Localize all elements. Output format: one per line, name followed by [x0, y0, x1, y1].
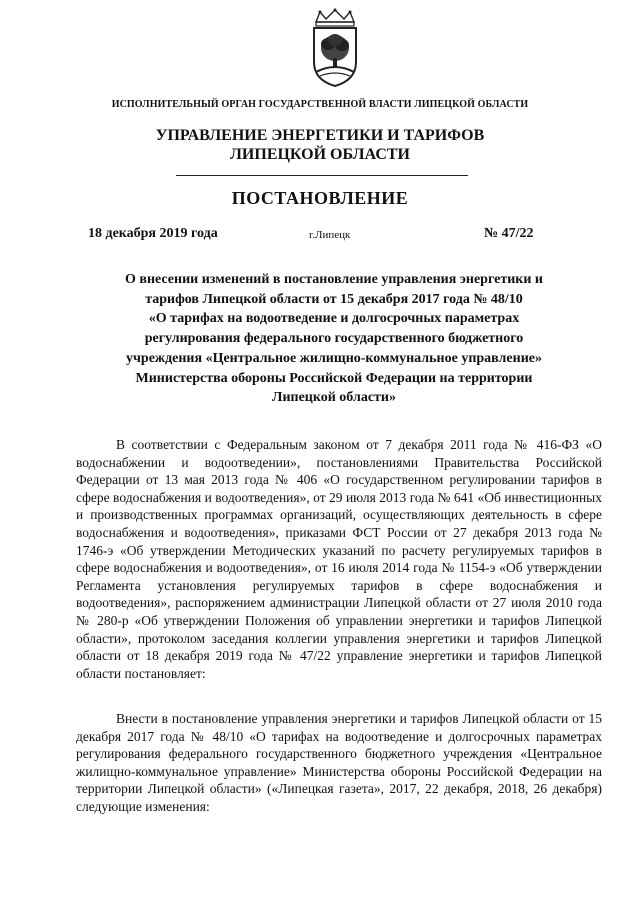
document-title [100, 270, 568, 408]
department-name [0, 126, 640, 164]
department-line-2: ЛИПЕЦКОЙ ОБЛАСТИ [230, 146, 410, 163]
title-line: Министерства обороны Российской Федерации на территории [135, 370, 533, 386]
document-date: 18 декабря 2019 года [88, 226, 218, 241]
department-line-1: УПРАВЛЕНИЕ ЭНЕРГЕТИКИ И ТАРИФОВ [155, 127, 485, 144]
issuing-authority: ИСПОЛНИТЕЛЬНЫЙ ОРГАН ГОСУДАРСТВЕННОЙ ВЛАСТИ ЛИПЕЦКОЙ ОБЛАСТИ [111, 99, 529, 110]
title-line: «О тарифах на водоотведение и долгосрочных параметрах [148, 311, 520, 327]
document-type: ПОСТАНОВЛЕНИЕ [231, 188, 409, 208]
title-line: учреждения «Центральное жилищно-коммунальное управление» [126, 350, 542, 366]
title-line: тарифов Липецкой области от 15 декабря 2017 года № 48/10 [145, 291, 523, 307]
document-city: г.Липецк [309, 229, 351, 241]
title-line: Липецкой области» [272, 390, 396, 406]
preamble-paragraph: В соответствии с Федеральным законом от 7 декабря 2011 года № 416-ФЗ «О водоснабжении и водоотведении», постановлениями Правительства Российской Федерации от 13 мая 2013 года № 406 «О государственном регулировании тарифов в сфере водоснабжения и водоотведения», от 29 июля 2013 года № 641 «Об инвестиционных и производственных программах организаций, осуществляющих деятельность в сфере водоснабжения и водоотведения», приказами ФСТ России от 27 декабря 2013 года № 1746-э «Об утверждении Методических указаний по расчету регулируемых тарифов в сфере водоснабжения и водоотведения», от 16 июля 2014 года № 1154-э «Об утверждении Регламента установления регулируемых тарифов в сфере водоснабжения и водоотведения», распоряжением администрации Липецкой области от 27 июля 2010 года № 280-р «Об утверждении Положения об управлении энергетики и тарифов Липецкой области», протоколом заседания коллегии управления энергетики и тарифов Липецкой области от 18 декабря 2019 года № 47/22 управление энергетики и тарифов Липецкой области постановляет: [76, 437, 602, 681]
lipetsk-coat-of-arms [302, 8, 368, 88]
document-number: № 47/22 [484, 226, 534, 241]
title-line: регулирования федерального государственного бюджетного [144, 331, 524, 347]
title-line: О внесении изменений в постановление управления энергетики и [125, 272, 543, 287]
resolution-paragraph: Внести в постановление управления энергетики и тарифов Липецкой области от 15 декабря 2017 года № 48/10 «О тарифах на водоотведение и долгосрочных параметрах регулирования федерального государственного бюджетного учреждения «Центральное жилищно-коммунальное управление» Министерства обороны Российской Федерации на территории Липецкой области» («Липецкая газета», 2017, 22 декабря, 2018, 26 декабря) следующие изменения: [76, 711, 602, 814]
header-divider [176, 175, 468, 176]
